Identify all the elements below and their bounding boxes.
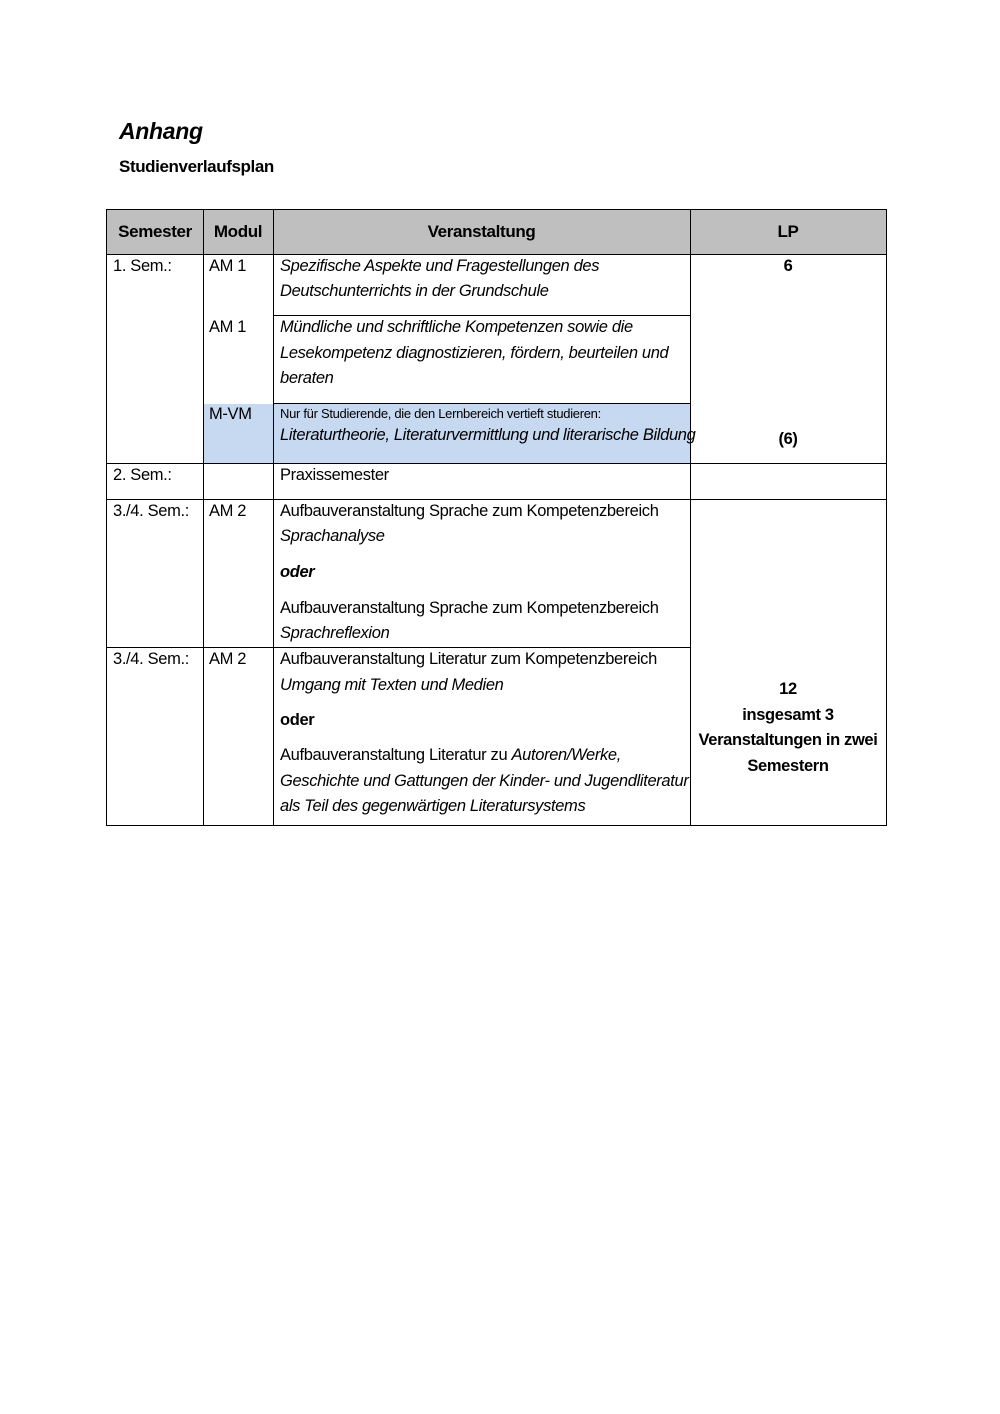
row1-modul-c: M-VM — [209, 405, 252, 423]
row4-oder: oder — [280, 711, 315, 729]
row3-line3: Aufbauveranstaltung Sprache zum Kompetenzbereich — [280, 599, 659, 617]
study-plan-table — [106, 209, 887, 826]
row4-line3 — [280, 743, 621, 769]
row4-line3-prefix: Aufbauveranstaltung Literatur zu — [280, 746, 512, 764]
row1-modul-b: AM 1 — [209, 318, 247, 336]
am2-lp-line3: Veranstaltungen in zwei — [698, 731, 878, 749]
row4-line1: Aufbauveranstaltung Literatur zum Kompetenzbereich — [280, 650, 657, 668]
header-semester: Semester — [107, 210, 203, 254]
am2-lp-summary — [690, 677, 886, 779]
row4-line2: Umgang mit Texten und Medien — [280, 676, 504, 694]
row1-note-c: Nur für Studierende, die den Lernbereich vertieft studieren: — [280, 406, 601, 421]
am2-lp-line2: insgesamt 3 — [742, 705, 834, 724]
row3-semester: 3./4. Sem.: — [113, 502, 189, 520]
row1-veranstaltung-b-line1: Mündliche und schriftliche Kompetenzen sowie die — [280, 318, 633, 336]
row3-line1: Aufbauveranstaltung Sprache zum Kompetenzbereich — [280, 502, 659, 520]
am2-lp-value: 12 — [779, 680, 797, 698]
row2-veranstaltung: Praxissemester — [280, 466, 389, 484]
page-subheading: Studienverlaufsplan — [119, 157, 274, 176]
row4-line5: als Teil des gegenwärtigen Literatursystems — [280, 797, 586, 815]
row1-lp-optional: (6) — [778, 430, 798, 448]
row1-veranstaltung-c: Literaturtheorie, Literaturvermittlung und literarische Bildung — [280, 426, 696, 444]
row2-semester: 2. Sem.: — [113, 466, 172, 484]
row1-veranstaltung-a-line2: Deutschunterrichts in der Grundschule — [280, 282, 549, 300]
header-lp: LP — [690, 210, 886, 254]
row3-oder: oder — [280, 563, 315, 581]
header-veranstaltung: Veranstaltung — [273, 210, 690, 254]
header-modul: Modul — [203, 210, 273, 254]
row3-line4: Sprachreflexion — [280, 624, 390, 642]
row3-line2: Sprachanalyse — [280, 527, 385, 545]
row3-modul: AM 2 — [209, 502, 247, 520]
am2-lp-line4: Semestern — [747, 756, 829, 775]
row1-veranstaltung-a-line1: Spezifische Aspekte und Fragestellungen des — [280, 257, 600, 275]
row4-line3-italic: Autoren/Werke, — [511, 746, 621, 764]
row1-lp: 6 — [783, 257, 793, 275]
page-heading: Anhang — [119, 118, 203, 144]
row1-veranstaltung-b-line3: beraten — [280, 369, 334, 387]
row4-line4: Geschichte und Gattungen der Kinder- und Jugendliteratur — [280, 772, 689, 790]
row1-modul-a: AM 1 — [209, 257, 247, 275]
row1-semester: 1. Sem.: — [113, 257, 172, 275]
row4-semester: 3./4. Sem.: — [113, 650, 189, 668]
row1-veranstaltung-b-line2: Lesekompetenz diagnostizieren, fördern, beurteilen und — [280, 344, 669, 362]
row4-modul: AM 2 — [209, 650, 247, 668]
